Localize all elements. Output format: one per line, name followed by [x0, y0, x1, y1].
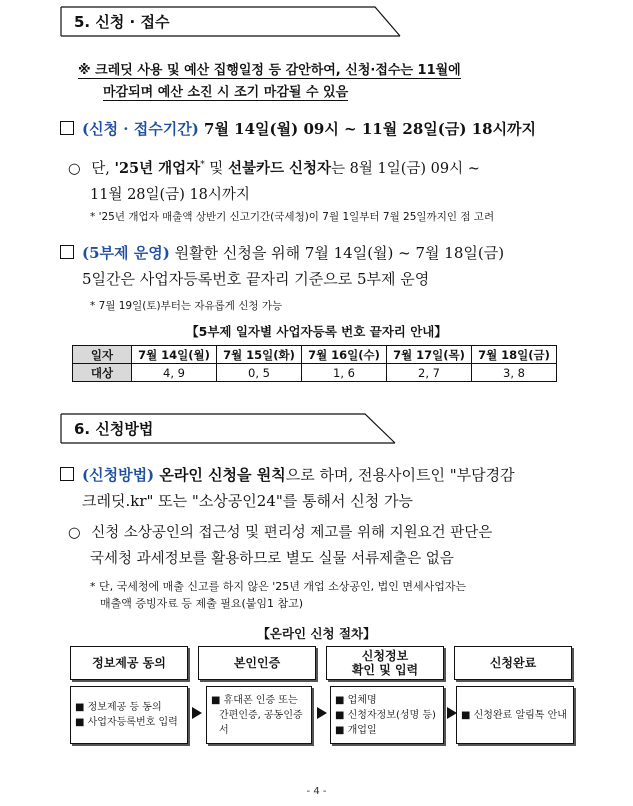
date-cell: 7월 18일(금): [472, 346, 557, 364]
process-title: 【온라인 신청 절차】: [257, 626, 376, 641]
date-cell: 7월 14일(월): [132, 346, 217, 364]
sub-line1: 신청 소상공인의 접근성 및 편리성 제고를 위해 지원요건 판단은: [91, 525, 493, 541]
table-title: 【5부제 일자별 사업자등록 번호 끝자리 안내】: [186, 324, 447, 339]
arrow-right-icon: [446, 706, 458, 720]
detail-auth: [206, 686, 312, 744]
notice-line1: ※ 크레딧 사용 및 예산 집행일정 등 감안하여, 신청·접수는 11월에: [78, 63, 461, 78]
row-label-date: 일자: [73, 346, 132, 364]
rotation-text: 원활한 신청을 위해 7월 14일(월) ~ 7월 18일(금): [169, 244, 505, 262]
target-cell: 4, 9: [132, 364, 217, 382]
period-item: [60, 116, 536, 142]
list-item: 간편인증, 공동인증서: [219, 709, 303, 736]
step-info: [326, 646, 444, 680]
checkbox-square-icon: [60, 245, 74, 259]
step-title: 신청완료: [489, 656, 537, 670]
section6-title: 6. 신청방법: [74, 420, 154, 438]
period-text: 7월 14일(월) 09시 ~ 11월 28일(금) 18시까지: [198, 120, 537, 138]
step-title-line1: 신청정보: [361, 649, 409, 663]
square-bullet-icon: ■: [335, 694, 348, 706]
sub-prefix: 단,: [91, 160, 115, 177]
footnote1: * '25년 개업자 매출액 상반기 신고기간(국세청)이 7월 1일부터 7월 25일까지인 점 고려: [90, 211, 495, 223]
target-cell: 0, 5: [217, 364, 302, 382]
footnote3-line1: * 단, 국세청에 매출 신고를 하지 않은 '25년 개업 소상공인, 법인 면세사업자는: [90, 580, 467, 593]
rotation-item: [60, 240, 504, 292]
section5-header: [60, 6, 400, 36]
square-bullet-icon: ■: [75, 717, 88, 728]
list-item: ■ 사업자등록번호 입력: [75, 717, 178, 728]
method-item: [60, 462, 515, 514]
footnote3-line2: 매출액 증빙자료 등 제출 필요(붙임1 참고): [100, 597, 304, 610]
step-title: 본인인증: [233, 656, 281, 670]
period-label: (신청 · 접수기간): [82, 120, 199, 138]
sub-item-new-business: [68, 152, 480, 208]
page-number: - 4 -: [306, 786, 327, 797]
method-bold: 온라인 신청을 원칙: [154, 466, 286, 484]
square-bullet-icon: ■: [211, 694, 224, 706]
circle-bullet-icon: ○: [68, 525, 81, 541]
sub-bold1: '25년 개업자: [114, 159, 201, 177]
section5-title: 5. 신청 · 접수: [74, 13, 170, 31]
list-item: ■ 신청완료 알림톡 안내: [461, 709, 567, 721]
row-label-target: 대상: [73, 364, 132, 382]
detail-consent: [70, 686, 188, 744]
sub-line2: 11월 28일(금) 18시까지: [90, 186, 250, 203]
step-title: 정보제공 동의: [92, 656, 166, 670]
rotation-table: [72, 345, 557, 382]
footnote2: * 7월 19일(토)부터는 자유롭게 신청 가능: [90, 300, 283, 312]
table-row: [73, 364, 557, 382]
circle-bullet-icon: ○: [68, 160, 81, 177]
list-item: ■ 업체명: [335, 694, 377, 706]
step-complete: [454, 646, 572, 680]
section6-header: [60, 413, 400, 443]
list-item: ■ 정보제공 등 동의: [75, 702, 162, 713]
square-bullet-icon: ■: [75, 702, 88, 713]
checkbox-square-icon: [60, 121, 74, 135]
square-bullet-icon: ■: [335, 709, 348, 721]
sub-rest: 는 8월 1일(금) 09시 ~: [331, 160, 480, 177]
date-cell: 7월 15일(화): [217, 346, 302, 364]
date-cell: 7월 16일(수): [302, 346, 387, 364]
list-item: ■ 개업일: [335, 724, 377, 736]
rotation-line2: 5일간은 사업자등록번호 끝자리 기준으로 5부제 운영: [82, 270, 430, 288]
list-item: ■ 신청자정보(성명 등): [335, 709, 436, 721]
target-cell: 1, 6: [302, 364, 387, 382]
sub-star: *: [200, 160, 205, 170]
step-auth: [198, 646, 316, 680]
date-cell: 7월 17일(목): [387, 346, 472, 364]
sub-bold2: 선불카드 신청자: [227, 159, 332, 177]
method-label: (신청방법): [82, 466, 155, 484]
notice: [78, 60, 461, 104]
rotation-label: (5부제 운영): [82, 244, 170, 262]
notice-line2: 마감되며 예산 소진 시 조기 마감될 수 있음: [103, 85, 349, 100]
list-item: ■ 휴대폰 인증 또는: [211, 694, 298, 706]
table-row: [73, 346, 557, 364]
footnote3: [90, 578, 466, 612]
sub-item-tax-info: [68, 520, 492, 572]
detail-complete: [456, 686, 574, 744]
step-title-line2: 확인 및 입력: [351, 663, 419, 677]
method-rest: 으로 하며, 전용사이트인 "부담경감: [285, 466, 515, 484]
square-bullet-icon: ■: [461, 709, 474, 721]
target-cell: 3, 8: [472, 364, 557, 382]
target-cell: 2, 7: [387, 364, 472, 382]
detail-info: [330, 686, 444, 744]
arrow-right-icon: [191, 706, 203, 720]
method-line2: 크레딧.kr" 또는 "소상공인24"를 통해서 신청 가능: [82, 492, 413, 510]
step-consent: [70, 646, 188, 680]
sub-mid: 및: [204, 160, 228, 177]
sub-line2: 국세청 과세정보를 활용하므로 별도 실물 서류제출은 없음: [90, 551, 454, 567]
checkbox-square-icon: [60, 467, 74, 481]
square-bullet-icon: ■: [335, 724, 348, 736]
arrow-right-icon: [316, 706, 328, 720]
